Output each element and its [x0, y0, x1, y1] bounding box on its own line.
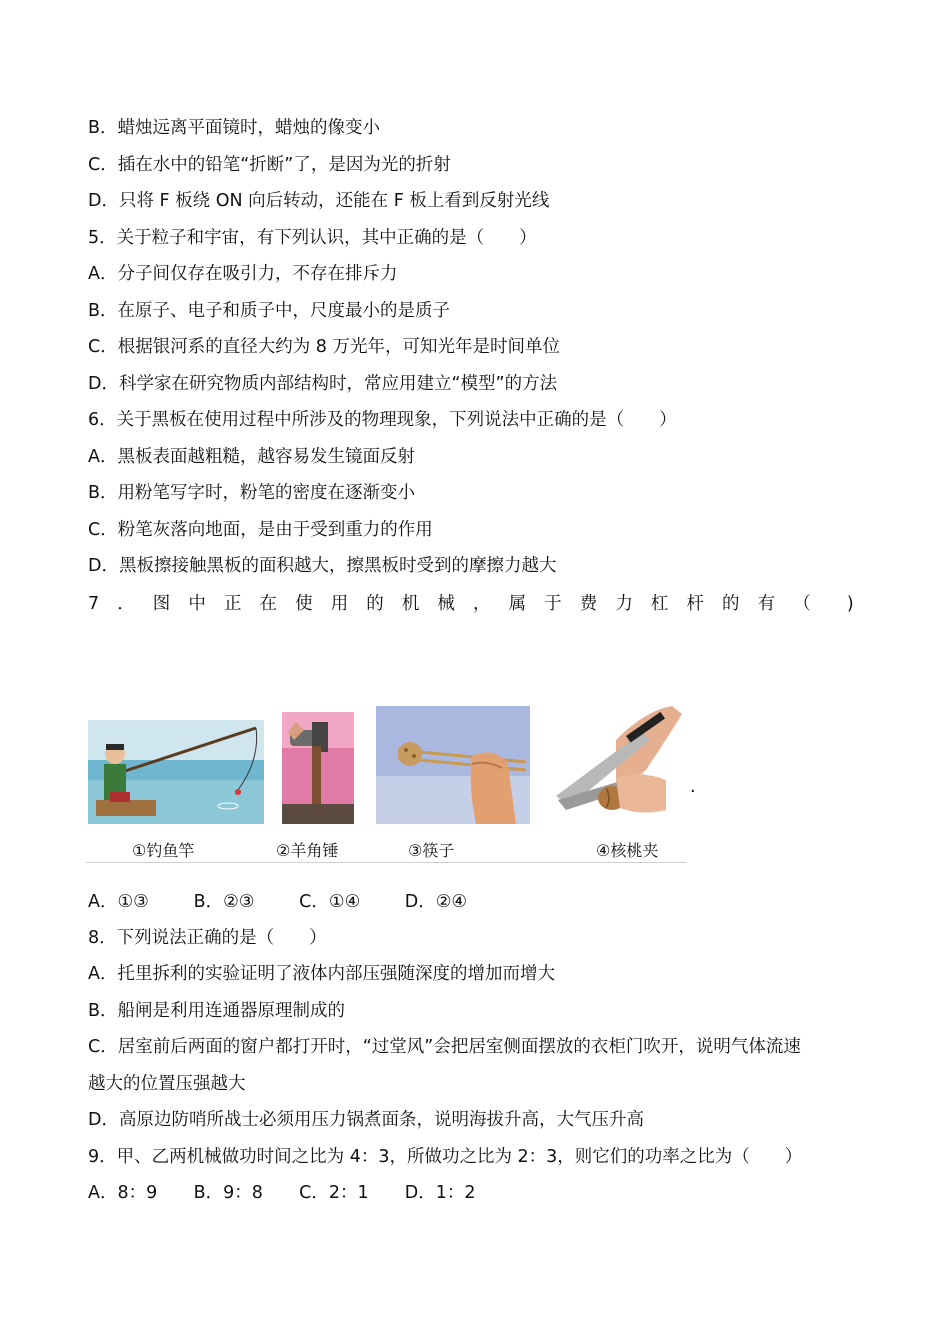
- q4-option-b: B．蜡烛远离平面镜时，蜡烛的像变小: [88, 118, 381, 138]
- q7-char: 力: [615, 594, 633, 614]
- q7-char: （: [793, 594, 811, 614]
- q7-char: 属: [508, 594, 527, 614]
- q7-char: 机: [401, 594, 420, 614]
- trailing-dot: .: [690, 776, 696, 797]
- nutcracker-image: [546, 700, 686, 836]
- q7-option-d: D．②④: [404, 892, 468, 912]
- claw-hammer-image: [282, 712, 354, 824]
- q7-char: 中: [188, 594, 206, 614]
- q7-char: 在: [259, 594, 278, 614]
- q7-char: 杆: [686, 594, 704, 614]
- chopsticks-image: [376, 706, 530, 824]
- q8-option-c: C．居室前后两面的窗户都打开时，“过堂风”会把居室侧面摆放的衣柜门吹开，说明气体流速: [88, 1037, 801, 1057]
- q7-option-b: B．②③: [193, 892, 255, 912]
- q7-char: 有: [757, 594, 776, 614]
- figure-baseline: [86, 862, 686, 863]
- q8-option-a: A．托里拆利的实验证明了液体内部压强随深度的增加而增大: [88, 964, 555, 984]
- q9-options: [88, 1181, 505, 1205]
- caption-chopsticks: ③筷子: [408, 841, 455, 860]
- q7-char: ): [846, 594, 854, 614]
- q7-char: 费: [579, 594, 598, 614]
- q5-option-a: A．分子间仅存在吸引力，不存在排斥力: [88, 264, 398, 284]
- lever-figure: [86, 700, 688, 865]
- q6-option-d: D．黑板擦接触黑板的面积越大，擦黑板时受到的摩擦力越大: [88, 556, 557, 576]
- q7-option-a: A．①③: [88, 892, 149, 912]
- q5-option-b: B．在原子、电子和质子中，尺度最小的是质子: [88, 301, 451, 321]
- q7-char: 图: [152, 594, 171, 614]
- q4-option-c: C．插在水中的铅笔“折断”了，是因为光的折射: [88, 155, 451, 175]
- q8-option-b: B．船闸是利用连通器原理制成的: [88, 1001, 346, 1021]
- question-6: 6．关于黑板在使用过程中所涉及的物理现象，下列说法中正确的是（ ）: [88, 410, 677, 430]
- q7-char: 械: [437, 594, 455, 614]
- fishing-rod-image: [88, 720, 264, 824]
- q7-char: 于: [544, 594, 562, 614]
- caption-claw-hammer: ②羊角锤: [276, 841, 339, 860]
- q7-char: 7: [88, 594, 100, 614]
- q9-option-d: D．1：2: [404, 1183, 476, 1203]
- q6-option-b: B．用粉笔写字时，粉笔的密度在逐渐变小: [88, 483, 416, 503]
- q7-options: [88, 890, 505, 914]
- q5-option-d: D．科学家在研究物质内部结构时，常应用建立“模型”的方法: [88, 374, 558, 394]
- question-5: 5．关于粒子和宇宙，有下列认识，其中正确的是（ ）: [88, 228, 537, 248]
- q7-char: 使: [295, 594, 313, 614]
- q9-option-b: B．9：8: [193, 1183, 263, 1203]
- question-9: 9．甲、乙两机械做功时间之比为 4：3，所做功之比为 2：3，则它们的功率之比为（ ）: [88, 1147, 803, 1167]
- q4-option-d: D．只将 F 板绕 ON 向后转动，还能在 F 板上看到反射光线: [88, 191, 550, 211]
- q8-option-c-cont: 越大的位置压强越大: [88, 1074, 246, 1094]
- q7-char: ，: [473, 594, 491, 614]
- q7-char: ．: [117, 594, 135, 614]
- q7-char: 杠: [650, 594, 669, 614]
- q9-option-a: A．8：9: [88, 1183, 158, 1203]
- q7-option-c: C．①④: [299, 892, 361, 912]
- q9-option-c: C．2：1: [299, 1183, 369, 1203]
- q5-option-c: C．根据银河系的直径大约为 8 万光年，可知光年是时间单位: [88, 337, 560, 357]
- question-7: [88, 592, 854, 616]
- question-8: 8．下列说法正确的是（ ）: [88, 928, 327, 948]
- q7-char: 的: [366, 594, 384, 614]
- q6-option-a: A．黑板表面越粗糙，越容易发生镜面反射: [88, 447, 415, 467]
- caption-nutcracker: ④核桃夹: [596, 841, 659, 860]
- q8-option-d: D．高原边防哨所战士必须用压力锅煮面条，说明海拔升高，大气压升高: [88, 1110, 644, 1130]
- caption-fishing-rod: ①钓鱼竿: [132, 841, 195, 860]
- q7-char: 正: [223, 594, 242, 614]
- q7-char: 用: [330, 594, 349, 614]
- q6-option-c: C．粉笔灰落向地面，是由于受到重力的作用: [88, 520, 433, 540]
- q7-char: 的: [722, 594, 740, 614]
